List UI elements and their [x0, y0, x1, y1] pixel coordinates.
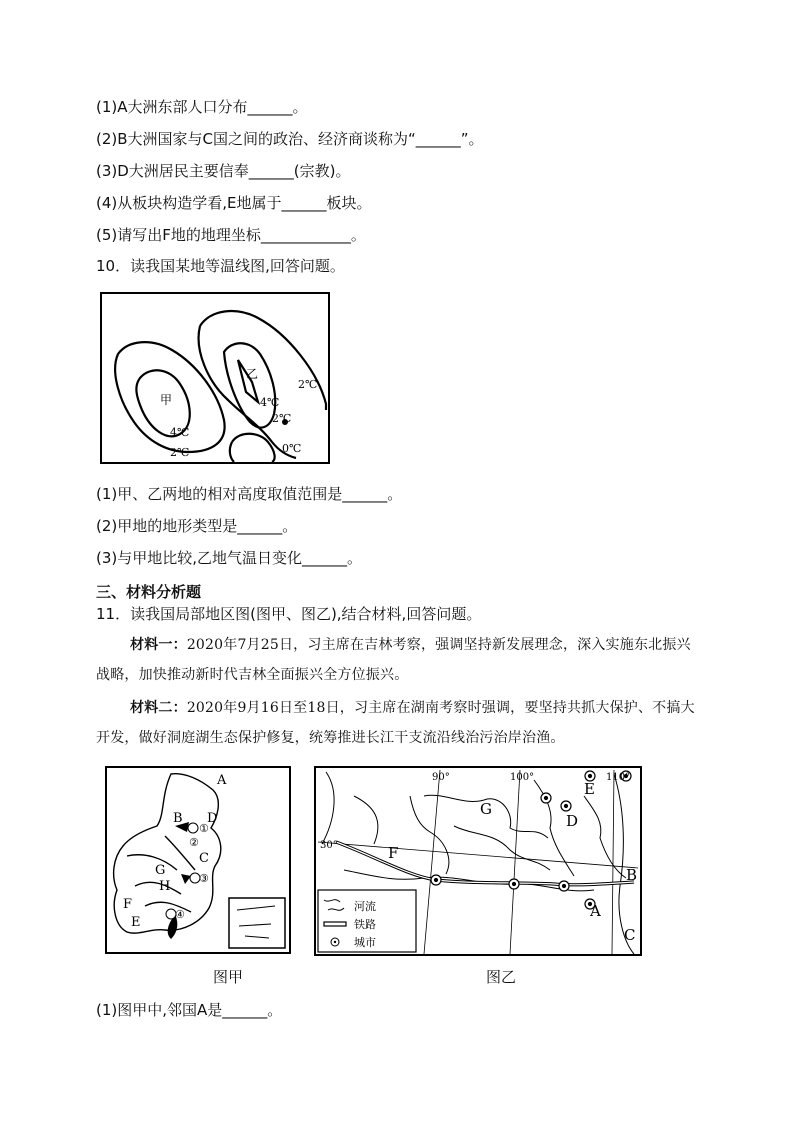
- legend-river: 河流: [354, 900, 376, 913]
- fig-a-letter-A: A: [217, 773, 227, 788]
- figure-b-map: [314, 766, 642, 956]
- material-1: [96, 630, 702, 690]
- fig-b-letter-C: C: [624, 926, 636, 944]
- isotherm-map: [100, 292, 330, 464]
- fig-b-letter-E: E: [584, 780, 595, 798]
- label-jia: 甲: [160, 393, 173, 407]
- material-2-text: 2020年9月16日至18日，习主席在湖南考察时强调，要坚持共抓大保护、不搞大开发，做好洞庭湖生态保护修复，统筹推进长江干支流沿线治污治岸治渔。: [96, 700, 695, 746]
- figure-a-caption: 图甲: [213, 968, 244, 986]
- legend-railway: 铁路: [354, 918, 376, 931]
- legend-city: 城市: [354, 936, 376, 949]
- fig-a-letter-C: C: [199, 851, 209, 866]
- q11-stem: 11．读我国局部地区图(图甲、图乙),结合材料,回答问题。: [96, 605, 482, 623]
- section-title: 三、材料分析题: [96, 583, 202, 601]
- label-t4-left: 4℃: [170, 426, 190, 439]
- q9-item-5: (5)请写出F地的地理坐标____________。: [96, 226, 366, 244]
- material-2: [96, 693, 702, 753]
- q10-item-1: (1)甲、乙两地的相对高度取值范围是______。: [96, 485, 403, 503]
- q11-item-1: (1)图甲中,邻国A是______。: [96, 1001, 283, 1019]
- label-t2-left: 2℃: [170, 446, 190, 459]
- label-t4-mid: 4℃: [260, 396, 280, 409]
- label-t2-mid: 2℃: [272, 412, 292, 425]
- fig-b-letter-F: F: [388, 844, 399, 862]
- material-1-label: 材料一：: [130, 637, 187, 653]
- fig-b-lon-100: 100°: [510, 772, 535, 783]
- fig-a-letter-D: D: [207, 811, 218, 826]
- fig-b-lon-110: 110°: [606, 772, 631, 783]
- figure-b-caption: 图乙: [486, 968, 517, 986]
- q10-stem: 10．读我国某地等温线图,回答问题。: [96, 257, 345, 275]
- fig-a-letter-H: H: [159, 879, 171, 894]
- fig-a-num-2: ②: [189, 836, 199, 849]
- fig-b-letter-D: D: [566, 812, 579, 830]
- fig-b-lon-90: 90°: [432, 772, 450, 783]
- fig-a-letter-B: B: [173, 811, 183, 826]
- q9-item-3: (3)D大洲居民主要信奉______(宗教)。: [96, 162, 351, 180]
- label-t2-right: 2℃: [298, 378, 318, 391]
- q10-item-2: (2)甲地的地形类型是______。: [96, 517, 298, 535]
- fig-b-letter-B: B: [626, 866, 638, 884]
- q9-item-4: (4)从板块构造学看,E地属于______板块。: [96, 194, 372, 212]
- fig-a-letter-G: G: [155, 863, 166, 878]
- fig-a-num-1: ①: [199, 822, 209, 835]
- label-t0: 0℃: [282, 442, 302, 455]
- q9-item-1: (1)A大洲东部人口分布______。: [96, 98, 308, 116]
- label-yi: 乙: [246, 367, 259, 381]
- q10-item-3: (3)与甲地比较,乙地气温日变化______。: [96, 549, 363, 567]
- fig-a-letter-F: F: [123, 897, 133, 912]
- fig-a-letter-E: E: [131, 915, 141, 930]
- fig-a-num-3: ③: [199, 872, 209, 885]
- figure-a-map: [105, 766, 291, 954]
- q9-item-2: (2)B大洲国家与C国之间的政治、经济商谈称为“______”。: [96, 130, 484, 148]
- fig-a-num-4: ④: [175, 908, 185, 921]
- fig-b-letter-A: A: [590, 902, 601, 920]
- fig-b-lat-30: 30°: [320, 840, 338, 851]
- fig-b-letter-G: G: [480, 800, 492, 818]
- material-2-label: 材料二：: [130, 700, 187, 716]
- material-1-text: 2020年7月25日，习主席在吉林考察，强调坚持新发展理念，深入实施东北振兴战略，加快推动新时代吉林全面振兴全方位振兴。: [96, 637, 691, 683]
